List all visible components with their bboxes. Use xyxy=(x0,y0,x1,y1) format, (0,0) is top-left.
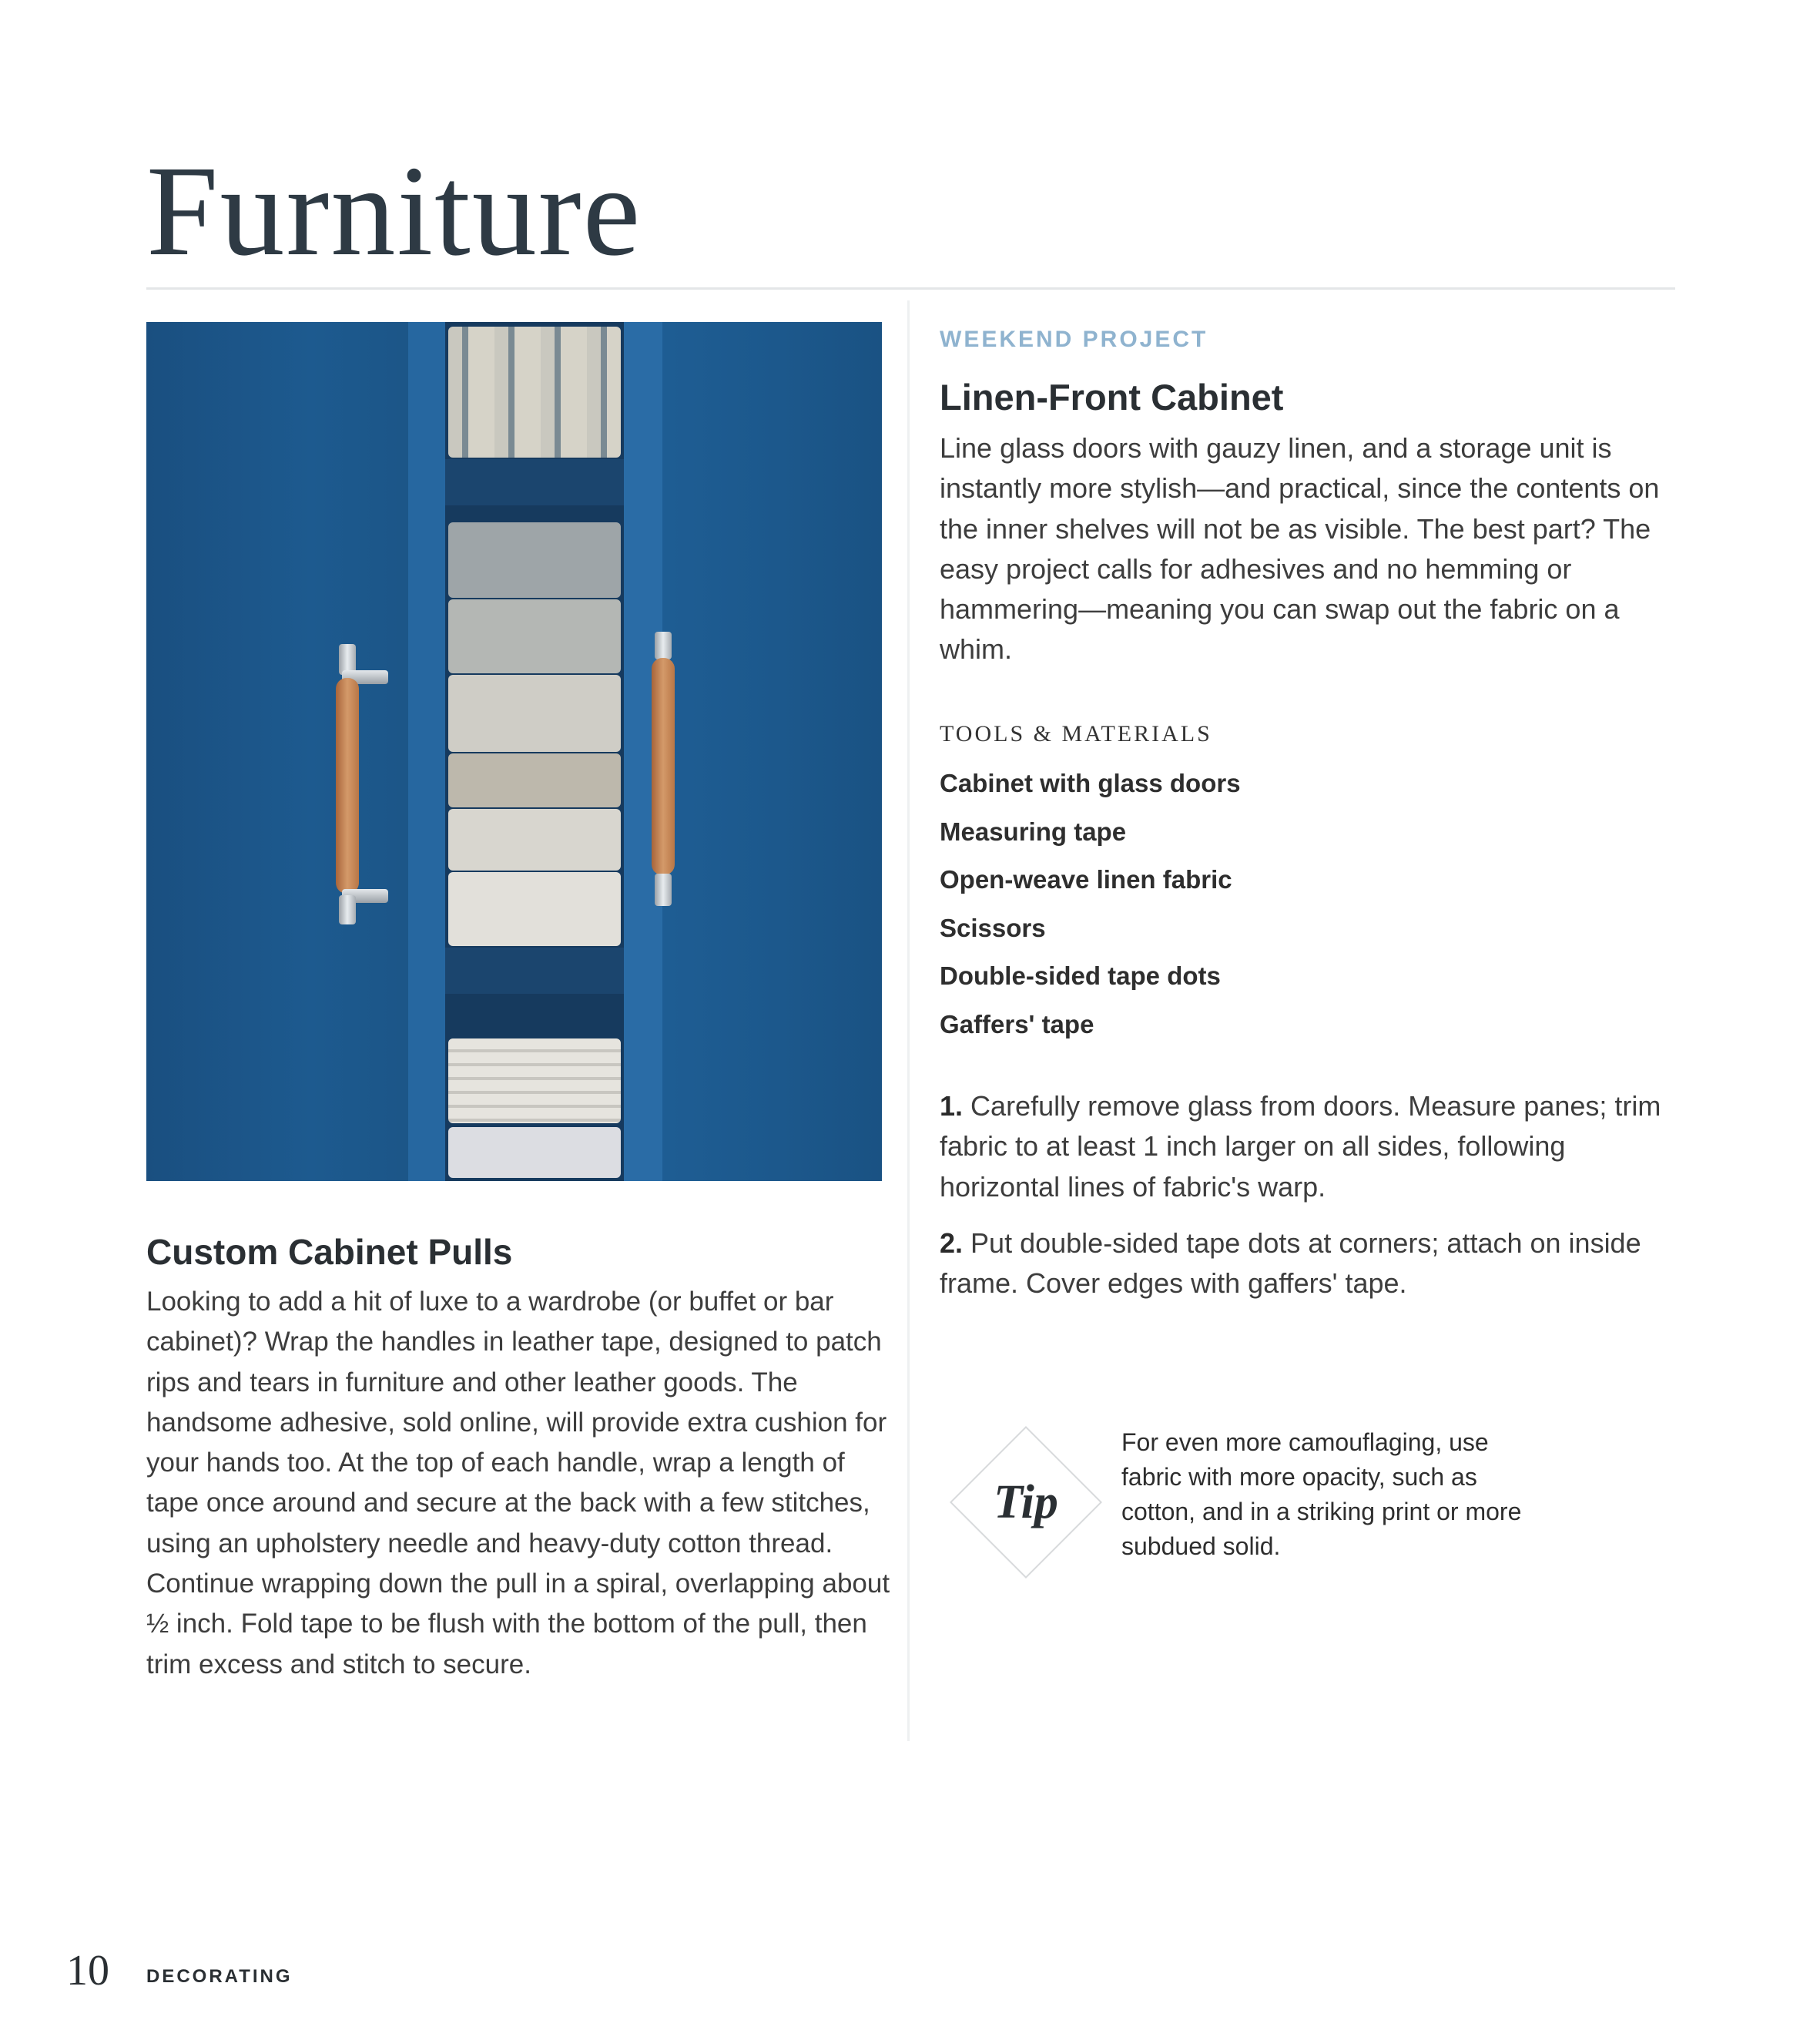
linen-stack xyxy=(448,809,621,871)
tool-item: Gaffers' tape xyxy=(940,1009,1094,1038)
shelf-board xyxy=(445,948,624,994)
leather-handle-left xyxy=(336,678,359,894)
cabinet-photo xyxy=(146,322,882,1181)
step-number: 1. xyxy=(940,1090,964,1122)
linen-cabinet-body: Line glass doors with gauzy linen, and a storage unit is instantly more stylish—and practical, since the contents on the inner shelves will not be as visible. The best part? The easy project calls for adhesives and no hemming or hammering—meaning you can swap out the fabric on a whim. xyxy=(940,432,1660,666)
cabinet-door-left xyxy=(146,322,445,1181)
linen-stack xyxy=(448,872,621,946)
tip-label: Tip xyxy=(994,1475,1058,1528)
linen-stack xyxy=(448,1038,621,1123)
handle-post xyxy=(339,895,356,924)
tool-item: Open-weave linen fabric xyxy=(940,865,1232,894)
linen-stack xyxy=(448,675,621,752)
door-edge-left xyxy=(408,322,445,1181)
linen-stack xyxy=(448,522,621,598)
weekend-project-kicker: WEEKEND PROJECT xyxy=(940,327,1208,352)
tools-materials-title: TOOLS & MATERIALS xyxy=(940,721,1212,747)
custom-pulls-body: Looking to add a hit of luxe to a wardrobe (or buffet or bar cabinet)? Wrap the handles in leather tape, designed to patch rips and tears in furniture and other leather goods. The handsome adhesive, sold online, will provide extra cushion for your hands too. At the top of each handle, wrap a length of tape once around and secure at the back with a few stitches, using an upholstery needle and heavy-duty cotton thread. Continue wrapping down the pull in a spiral, overlapping about ½ inch. Fold tape to be flush with the bottom of the pull, then trim excess and stitch to secure. xyxy=(146,1287,890,1679)
step-number: 2. xyxy=(940,1227,964,1259)
section-label: DECORATING xyxy=(146,1966,293,1987)
linen-stack xyxy=(448,599,621,673)
handle-post xyxy=(655,632,672,659)
top-divider xyxy=(146,287,1675,290)
step-text: Put double-sided tape dots at corners; attach on inside frame. Cover edges with gaffers' tape. xyxy=(940,1227,1641,1300)
tool-item: Cabinet with glass doors xyxy=(940,769,1241,797)
column-divider xyxy=(907,300,910,1741)
linen-stack xyxy=(448,327,621,458)
tool-item: Double-sided tape dots xyxy=(940,961,1221,990)
linen-cabinet-heading: Linen-Front Cabinet xyxy=(940,377,1284,418)
leather-handle-right xyxy=(652,658,675,875)
page-number: 10 xyxy=(66,1947,109,1995)
linen-stack xyxy=(448,1127,621,1178)
tool-item: Measuring tape xyxy=(940,817,1127,846)
tip-text: For even more camouflaging, use fabric with more opacity, such as cotton, and in a striking print or more subdued solid. xyxy=(1121,1428,1522,1560)
step-1 xyxy=(940,1086,1679,1207)
step-2 xyxy=(940,1223,1679,1304)
custom-pulls-heading: Custom Cabinet Pulls xyxy=(146,1232,513,1272)
page-title: Furniture xyxy=(146,139,642,283)
tool-item: Scissors xyxy=(940,913,1046,942)
shelf-board xyxy=(445,459,624,505)
step-text: Carefully remove glass from doors. Measure panes; trim fabric to at least 1 inch larger on all sides, following horizontal lines of fabric's warp. xyxy=(940,1090,1661,1203)
linen-stack xyxy=(448,753,621,807)
tools-list xyxy=(940,767,1241,1055)
handle-post xyxy=(655,874,672,906)
tip-badge xyxy=(949,1425,1103,1579)
